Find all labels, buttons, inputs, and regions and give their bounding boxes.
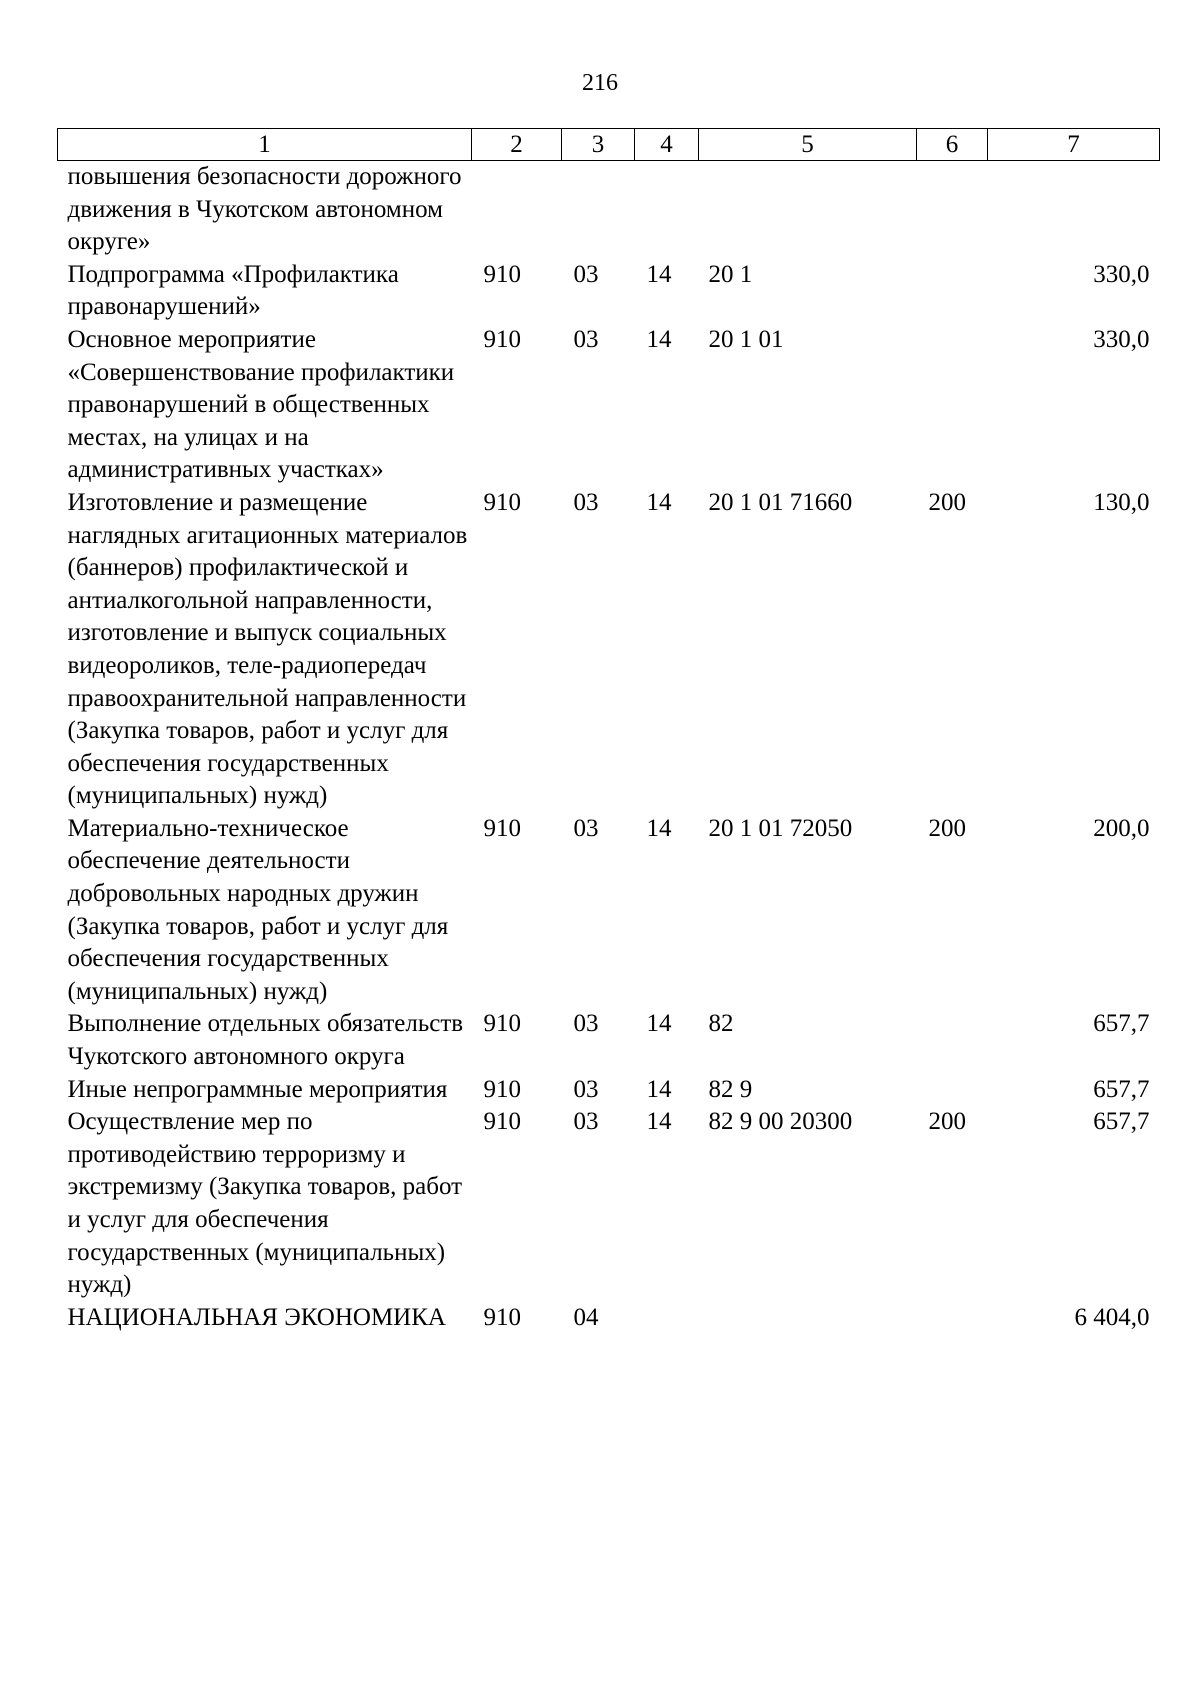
row-amount: 657,7 [1093, 1075, 1150, 1103]
row-expense-type [917, 1008, 988, 1073]
row-target-article: 82 9 [708, 1075, 753, 1103]
row-subsection-code [635, 161, 699, 259]
header-col-2: 2 [472, 129, 562, 161]
row-name: Основное мероприятие «Совершенствование профилактики правонарушений в общественных местах, на улицах и на административных участках» [67, 325, 455, 484]
row-name: Подпрограмма «Профилактика правонарушений» [67, 260, 399, 321]
row-amount: 6 404,0 [1074, 1303, 1150, 1331]
row-name: Выполнение отдельных обязательств Чукотского автономного округа [67, 1010, 464, 1071]
row-target-article: 82 [708, 1010, 734, 1038]
header-col-1: 1 [58, 129, 472, 161]
row-subsection-code: 14 [646, 325, 672, 353]
row-amount: 200,0 [1093, 814, 1150, 842]
row-ministry-code: 910 [483, 1303, 521, 1331]
row-ministry-code: 910 [483, 814, 521, 842]
row-name: повышения безопасности дорожного движения в Чукотском автономном округе» [67, 163, 462, 256]
header-row [58, 129, 1160, 161]
row-section-code: 03 [573, 488, 599, 516]
row-expense-type: 200 [928, 1108, 966, 1136]
row-section-code [562, 161, 635, 259]
row-subsection-code: 14 [646, 1010, 672, 1038]
row-target-article: 20 1 01 71660 [708, 488, 853, 516]
row-amount: 330,0 [1093, 260, 1150, 288]
table-header [58, 129, 1160, 161]
row-name: Осуществление мер по противодействию терроризму и экстремизму (Закупка товаров, работ и услуг для обеспечения государственных (муниципальных) нужд) [67, 1108, 463, 1299]
row-subsection-code [635, 1302, 699, 1335]
row-expense-type: 200 [928, 814, 966, 842]
row-target-article: 82 9 00 20300 [708, 1108, 853, 1136]
header-col-4: 4 [635, 129, 699, 161]
row-name: Изготовление и размещение наглядных агитационных материалов (баннеров) профилактической и антиалкогольной направленности, изготовление и выпуск социальных видеороликов, теле-радиопередач правоохранительной направленности (Закупка товаров, работ и услуг для обеспечения государственных (муниципальных) нужд) [67, 488, 468, 810]
row-ministry-code [472, 161, 562, 259]
row-subsection-code: 14 [646, 814, 672, 842]
table-row [58, 1074, 1160, 1107]
row-section-code: 03 [573, 260, 599, 288]
table-row [58, 487, 1160, 813]
row-subsection-code: 14 [646, 1075, 672, 1103]
row-subsection-code: 14 [646, 488, 672, 516]
row-ministry-code: 910 [483, 488, 521, 516]
row-ministry-code: 910 [483, 1010, 521, 1038]
header-col-6: 6 [917, 129, 988, 161]
page-number: 216 [582, 70, 618, 96]
table-body [58, 161, 1160, 1335]
row-subsection-code: 14 [646, 260, 672, 288]
row-name: Иные непрограммные мероприятия [67, 1075, 448, 1103]
table-row [58, 259, 1160, 324]
row-ministry-code: 910 [483, 325, 521, 353]
header-col-3: 3 [562, 129, 635, 161]
row-target-article: 20 1 [708, 260, 753, 288]
row-amount: 130,0 [1093, 488, 1150, 516]
row-target-article [699, 1302, 917, 1335]
table-row [58, 813, 1160, 1009]
row-target-article [699, 161, 917, 259]
row-section-code: 03 [573, 814, 599, 842]
row-expense-type: 200 [928, 488, 966, 516]
row-expense-type [917, 324, 988, 487]
table-row [58, 1106, 1160, 1302]
row-section-code: 03 [573, 1108, 599, 1136]
row-expense-type [917, 259, 988, 324]
table-row [58, 1302, 1160, 1335]
budget-table [57, 128, 1160, 1334]
row-name: Материально-техническое обеспечение деятельности добровольных народных дружин (Закупка товаров, работ и услуг для обеспечения государственных (муниципальных) нужд) [67, 814, 449, 1005]
row-amount [988, 161, 1160, 259]
row-section-code: 03 [573, 1075, 599, 1103]
row-section-code: 03 [573, 325, 599, 353]
row-section-code: 03 [573, 1010, 599, 1038]
table-row [58, 161, 1160, 259]
table-row [58, 324, 1160, 487]
header-col-5: 5 [699, 129, 917, 161]
row-ministry-code: 910 [483, 1075, 521, 1103]
row-target-article: 20 1 01 72050 [708, 814, 853, 842]
table-row [58, 1008, 1160, 1073]
row-name: НАЦИОНАЛЬНАЯ ЭКОНОМИКА [67, 1303, 446, 1331]
row-section-code: 04 [573, 1303, 599, 1331]
row-subsection-code: 14 [646, 1108, 672, 1136]
row-target-article: 20 1 01 [708, 325, 784, 353]
row-amount: 330,0 [1093, 325, 1150, 353]
row-expense-type [917, 1302, 988, 1335]
row-ministry-code: 910 [483, 260, 521, 288]
row-expense-type [917, 1074, 988, 1107]
row-amount: 657,7 [1093, 1108, 1150, 1136]
row-ministry-code: 910 [483, 1108, 521, 1136]
header-col-7: 7 [988, 129, 1160, 161]
row-expense-type [917, 161, 988, 259]
row-amount: 657,7 [1093, 1010, 1150, 1038]
